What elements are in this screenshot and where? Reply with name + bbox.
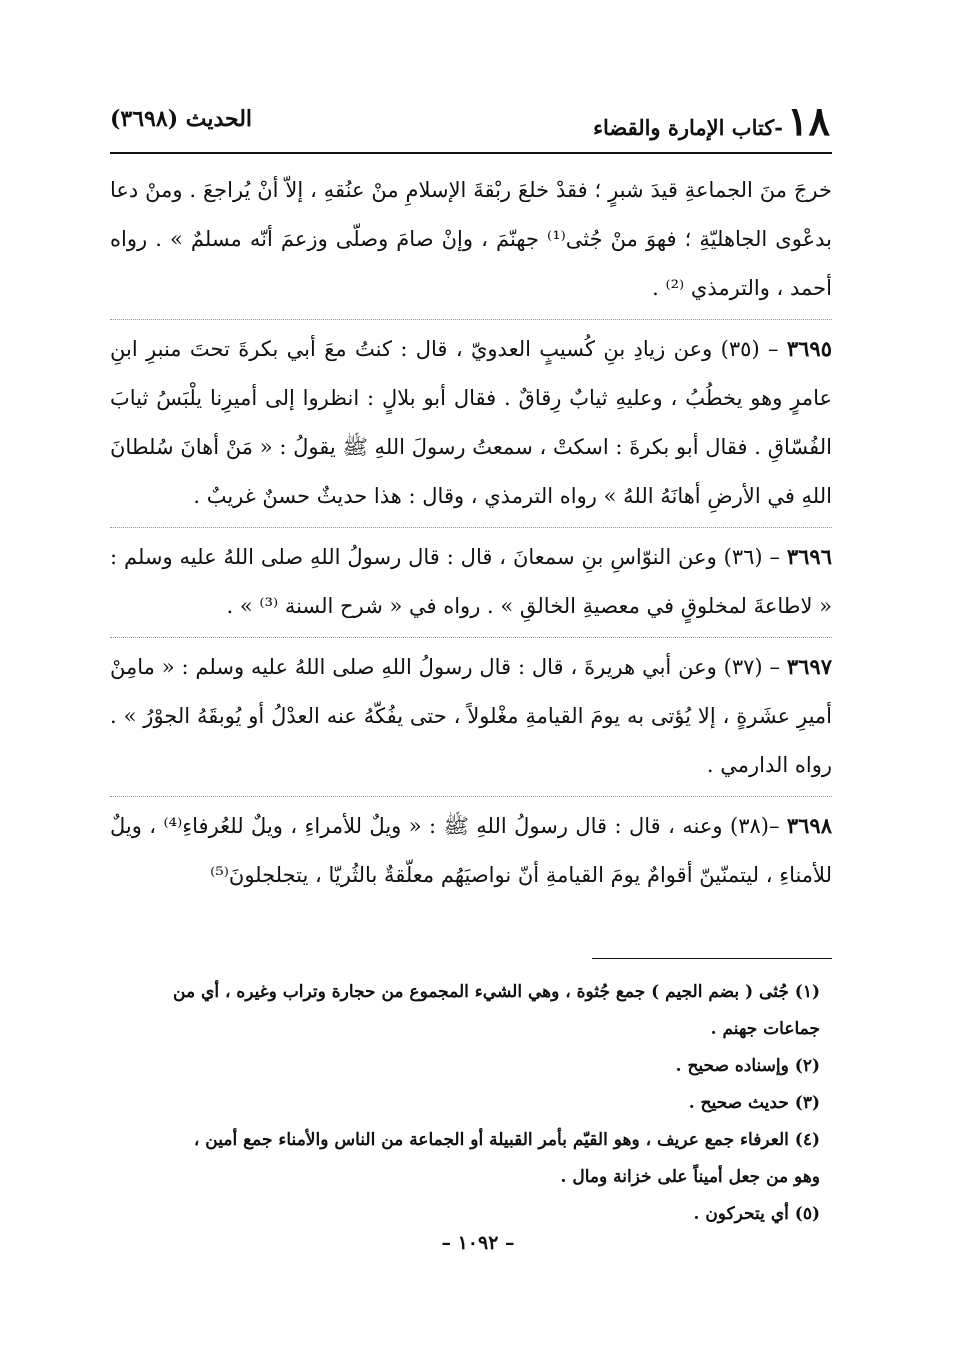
footnotes: [110, 974, 820, 1233]
hadith-paragraph-3696: [110, 527, 832, 631]
footnote-2: [110, 1048, 820, 1085]
hadith-number: ٣٦٩٧: [786, 654, 832, 679]
hadith-paragraph-3697: [110, 637, 832, 790]
page-number: – ١٠٩٢ –: [441, 1232, 515, 1254]
continued-paragraph: [110, 166, 832, 313]
header-divider: [110, 152, 832, 154]
page-header: [110, 100, 830, 150]
main-text: [110, 166, 832, 900]
paragraph-text: – (٣٦) وعن النوّاسِ بنِ سمعانَ ، قال : قال رسولُ اللهِ صلى اللهُ عليه وسلم : « لاطاعةَ لمخلوقٍ في معصيةِ الخالقِ » . رواه في « شرح السنة ⁽³⁾ » .: [110, 545, 832, 618]
paragraph-text: –(٣٨) وعنه ، قال : قال رسولُ اللهِ ﷺ : « ويلٌ للأمراءِ ، ويلٌ للعُرفاءِ⁽⁴⁾ ، ويلٌ للأمناءِ ، ليتمنّينّ أقوامٌ يومَ القيامةِ أنّ نواصيَهُم معلّقةٌ بالثُريّا ، يتجلجلونَ⁽⁵⁾: [110, 814, 832, 887]
footnote-4: [110, 1122, 820, 1196]
hadith-number: ٣٦٩٥: [786, 336, 832, 361]
hadith-paragraph-3695: [110, 319, 832, 521]
paragraph-text: خرجَ منَ الجماعةِ قيدَ شبرٍ ؛ فقدْ خلعَ ربْقةَ الإسلامِ منْ عنُقهِ ، إلاّ أنْ يُراجعَ . ومنْ دعا بدعْوى الجاهليّةِ ؛ فهوَ منْ جُثى⁽¹⁾ جهنّمَ ، وإنْ صامَ وصلّى وزعمَ أنّه مسلمٌ » . رواه أحمد ، والترمذي ⁽²⁾ .: [110, 178, 832, 300]
footnote-divider: [592, 958, 832, 959]
footnote-1: [110, 974, 820, 1048]
paragraph-text: – (٣٧) وعن أبي هريرةَ ، قال : قال رسولُ اللهِ صلى اللهُ عليه وسلم : « مامِنْ أميرِ عشَرةٍ ، إلا يُؤتى به يومَ القيامةِ مغْلولاً ، حتى يفُكّهُ عنه العدْلُ أو يُوبقَهُ الجوْرُ » . رواه الدارمي .: [110, 655, 832, 777]
hadith-number: ٣٦٩٦: [786, 544, 832, 569]
footnote-text: (٤) العرفاء جمع عريف ، وهو القيّم بأمر القبيلة أو الجماعة من الناس والأمناء جمع أمين ،: [193, 1130, 820, 1150]
hadith-number: ٣٦٩٨: [786, 813, 832, 838]
footnote-3: [110, 1085, 820, 1122]
footnote-continuation: جماعات جهنم .: [710, 1019, 820, 1039]
hadith-paragraph-3698: [110, 796, 832, 900]
chapter-title: -كتاب الإمارة والقضاء: [593, 115, 784, 140]
footnote-text: (١) جُثى ( بضم الجيم ) جمع جُثوة ، وهي الشيء المجموع من حجارة وتراب وغيره ، أي من: [173, 982, 820, 1002]
footnote-continuation: وهو من جعل أميناً على خزانة ومال .: [560, 1167, 820, 1187]
chapter-number: ١٨: [787, 98, 830, 145]
footnote-5: [110, 1196, 820, 1233]
footnote-text: (٢) وإسناده صحيح .: [675, 1056, 820, 1076]
paragraph-text: – (٣٥) وعن زيادِ بنِ كُسيبٍ العدويّ ، قال : كنتُ معَ أبي بكرةَ تحتَ منبرِ ابنِ عامرٍ وهو يخطُبُ ، وعليهِ ثيابٌ رِقاقٌ . فقال أبو بلالٍ : انظروا إلى أميرِنا يلْبَسُ ثيابَ الفُسّاقِ . فقال أبو بكرةَ : اسكتْ ، سمعتُ رسولَ اللهِ ﷺ يقولُ : « مَنْ أهانَ سُلطانَ اللهِ في الأرضِ أهانَهُ اللهُ » رواه الترمذي ، وقال : هذا حديثٌ حسنٌ غريبٌ .: [110, 337, 832, 508]
footnote-text: (٣) حديث صحيح .: [688, 1093, 820, 1113]
running-hadith-reference: الحديث (٣٦٩٨): [110, 106, 253, 132]
chapter-heading: [593, 100, 830, 144]
footnote-text: (٥) أي يتحركون .: [693, 1204, 820, 1224]
